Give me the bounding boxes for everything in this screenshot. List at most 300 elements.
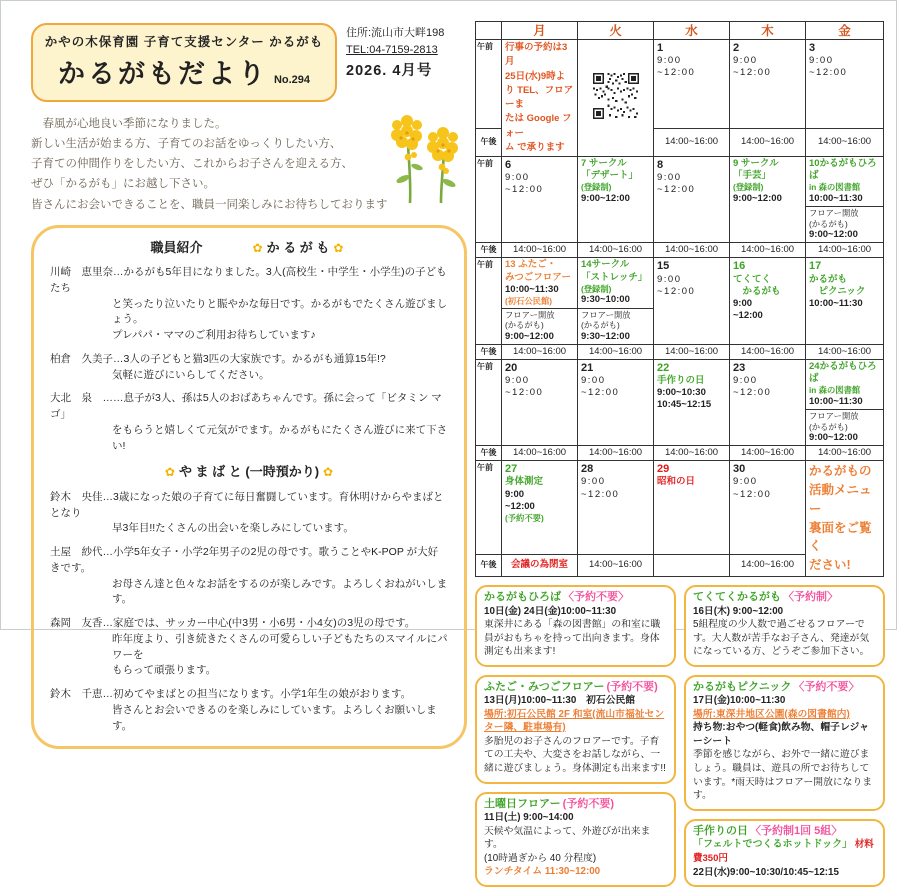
- cal-w3-tue-am-bottom: [578, 308, 653, 344]
- text-line: ~12:00: [657, 184, 696, 196]
- text-line: ピクニック: [809, 285, 866, 297]
- group-karugamo-heading: [249, 238, 348, 258]
- text-line: (かるがも): [809, 218, 848, 229]
- text-line: 10:00~11:30: [809, 297, 863, 309]
- info-box-saturday-floor: [475, 792, 676, 887]
- flower-icon: ✿: [164, 465, 175, 480]
- cal-week3-am-row: [476, 258, 884, 344]
- text-line: 9:00~12:00: [809, 229, 858, 241]
- cal-header-tue: 火: [578, 22, 654, 40]
- text-line: 季節を感じながら、お外で一緒に遊びましょう。職員は、遊具の所でお待ちしています。*雨天時はフロアー開放になります。: [693, 749, 873, 802]
- text-line: (予約不要): [505, 512, 544, 523]
- text-segment: ランチタイム: [484, 866, 543, 878]
- flower-icon: ✿: [252, 240, 263, 255]
- monthly-calendar: [475, 21, 884, 577]
- text-line: ~12:00: [733, 310, 763, 321]
- staff-entry-okita: [50, 391, 448, 454]
- text-line: 9:00~10:30: [657, 387, 706, 399]
- text-line: ~12:00: [505, 500, 535, 512]
- cal-week1-am-row: [476, 40, 884, 129]
- text-line: 9:00: [657, 172, 682, 184]
- text-line: 9 サークル: [733, 158, 779, 169]
- box-heading: [693, 825, 876, 839]
- cal-w2-tue-am: [578, 157, 654, 243]
- text-line: 9:30~12:00: [581, 330, 630, 342]
- masthead: [31, 23, 337, 102]
- text-line: り TEL、フロアーま: [505, 84, 574, 110]
- staff-entry-tsuchiya: [50, 545, 448, 608]
- rapeseed-flower-illustration: [383, 109, 463, 210]
- cal-w4-wed-am: [654, 359, 730, 445]
- cal-header-mon: 月: [502, 22, 578, 40]
- text-line: ~12:00: [809, 67, 848, 79]
- cal-w1-reservation-announcement: [502, 40, 578, 157]
- cal-w5-fri-activity-note: [806, 461, 884, 577]
- box-body: [693, 605, 876, 659]
- text-line: 11日(土) 9:00~14:00: [484, 812, 574, 824]
- text-line: 9:00: [733, 476, 758, 488]
- box-heading: [484, 591, 667, 605]
- text-line: 会議の為閉室: [510, 559, 568, 571]
- cal-w1-thu-pm: [730, 128, 806, 156]
- text-line: ~12:00: [733, 387, 772, 399]
- info-box-karugamo-hiroba: [475, 585, 676, 667]
- text-line: 9:00: [657, 273, 682, 285]
- cal-w1-thu-am: [730, 40, 806, 129]
- group-yamabato-heading: [50, 462, 448, 482]
- cal-header-fri: 金: [806, 22, 884, 40]
- box-body: [693, 838, 876, 879]
- text-line: 9:00: [581, 476, 606, 488]
- text-line: 9:00: [733, 55, 758, 67]
- cal-w1-fri-am: [806, 40, 884, 129]
- text-line: 28: [581, 463, 594, 476]
- text-line: 2: [733, 42, 740, 54]
- text-line: 21: [581, 361, 594, 374]
- text-line: (かるがも): [581, 320, 620, 331]
- text-line: 春風が心地良い季節になりました。: [31, 118, 227, 130]
- staff-section-title: 職員紹介: [150, 239, 203, 255]
- text-line: 14:00~16:00: [740, 559, 795, 571]
- telephone-text: TEL:04-7159-2813: [346, 44, 438, 57]
- text-line: 24かるがもひろば: [809, 360, 877, 385]
- reservation-badge: (予約不要): [606, 680, 658, 693]
- text-line: 9:00: [809, 55, 834, 67]
- text-line: かるがも: [733, 285, 781, 297]
- text-line: 17: [809, 260, 822, 273]
- text-line: ~12:00: [657, 285, 696, 297]
- text-line: 9:00~12:00: [581, 192, 630, 204]
- text-line: 裏面をご覧く: [809, 520, 872, 554]
- text-line: (初石公民館): [505, 295, 553, 306]
- left-page: [1, 9, 473, 732]
- issue-date: 2026. 4月号: [346, 63, 433, 80]
- text-line: 10:00~11:30: [809, 395, 863, 407]
- text-line: 昨年度より、引き続きたくさんの可愛らしい子どもたちのスマイルにパワーを: [112, 632, 448, 661]
- text-line: 皆さんとお会いできるのを楽しみにしています。よろしくお願いします。: [112, 703, 437, 732]
- reservation-badge: 〈予約不要〉: [563, 590, 629, 603]
- text-line: ~12:00: [505, 387, 544, 399]
- info-column-right: [684, 585, 885, 887]
- text-line: 「手芸」: [733, 170, 772, 182]
- text-line: 場所:初石公民館 2F 和室(流山市福祉センター隣、駐車場有): [484, 708, 665, 734]
- cal-w4-fri-am: [806, 359, 884, 445]
- cal-w3-tue-am-top: [578, 258, 653, 307]
- staff-entry-morioka: [50, 616, 448, 679]
- cal-w5-thu-pm: [730, 554, 806, 576]
- cal-w2-mon-am: [502, 157, 578, 243]
- text-line: をもらうと嬉しくて元気がでます。かるがもにたくさん遊びに来て下さい!: [112, 423, 448, 452]
- text-line: in 森の図書館: [809, 385, 861, 396]
- text-line: [484, 865, 667, 879]
- text-line: 27: [505, 463, 518, 476]
- cal-w3-wed-pm: [654, 344, 730, 359]
- text-line: 手作りの日: [657, 374, 705, 386]
- text-line: ~12:00: [581, 387, 620, 399]
- text-line: 柏倉 久美子…3人の子どもと猫3匹の大家族です。かるがも通算15年!?: [50, 352, 386, 365]
- title-line: [43, 52, 325, 91]
- cal-w5-tue-pm: [578, 554, 654, 576]
- text-line: 15: [657, 260, 670, 273]
- text-line: 9:00~12:00: [733, 192, 782, 204]
- text-line: みつごフロアー: [505, 271, 572, 283]
- cal-am-label: 午前: [476, 359, 502, 445]
- cal-w5-mon-am: [502, 461, 578, 555]
- cal-w2-thu-am: [730, 157, 806, 243]
- text-line: 1: [657, 42, 664, 54]
- text-line: 14:00~16:00: [664, 345, 719, 357]
- text-line: ださい!: [809, 558, 851, 573]
- text-line: お母さん達と色々なお話をするのが楽しみです。よろしくおねがいします。: [112, 577, 448, 606]
- text-line: もらって頑張ります。: [112, 664, 217, 677]
- text-line: 17日(金)10:00~11:30: [693, 695, 786, 707]
- flower-icon: ✿: [333, 240, 344, 255]
- cal-w3-thu-am: [730, 258, 806, 344]
- cal-week4-am-row: [476, 359, 884, 445]
- cal-w4-tue-pm: [578, 446, 654, 461]
- text-line: 9:00: [657, 55, 682, 67]
- text-line: かるがも: [809, 273, 848, 285]
- cal-w2-tue-pm: [578, 243, 654, 258]
- text-line: 14:00~16:00: [588, 559, 643, 571]
- text-line: 「ストレッチ」: [581, 271, 648, 283]
- cal-week3-pm-row: [476, 344, 884, 359]
- cal-w5-wed-am-holiday: [654, 461, 730, 555]
- text-segment: 材料費350円: [693, 839, 874, 865]
- cal-w2-fri-am: [806, 157, 884, 243]
- text-line: 活動メニュー: [809, 483, 872, 516]
- text-line: 16: [733, 260, 746, 273]
- text-line: 29: [657, 463, 670, 476]
- text-line: 14:00~16:00: [588, 447, 643, 459]
- cal-w4-wed-pm: [654, 446, 730, 461]
- text-line: 9:00: [733, 297, 753, 309]
- flower-icon: ✿: [323, 465, 334, 480]
- cal-w4-fri-pm: [806, 446, 884, 461]
- box-body: [484, 605, 667, 659]
- group-yamabato-label: や ま ば と (一時預かり): [178, 464, 320, 480]
- text-line: 行事の予約は3月: [505, 42, 568, 68]
- text-line: 新しい生活が始まる方、子育てのお話をゆっくりしたい方、: [31, 138, 342, 151]
- text-line: 9:00: [733, 374, 758, 386]
- text-line: 鈴木 央佳…3歳になった娘の子育てに毎日奮闘しています。育休明けからやまばととなり: [50, 490, 444, 519]
- text-line: 3: [809, 42, 816, 54]
- text-line: 気軽に遊びにいらしてください。: [112, 368, 270, 381]
- cal-w5-mon-pm-closed: [502, 554, 578, 576]
- cal-w3-mon-am-bottom: [502, 308, 577, 344]
- box-heading: [484, 798, 667, 812]
- qr-code: [593, 73, 639, 119]
- cal-am-label: 午前: [476, 258, 502, 344]
- cal-w2-fri-pm: [806, 243, 884, 258]
- cal-w5-tue-am: [578, 461, 654, 555]
- text-line: 22日(水)9:00~10:30/10:45~12:15: [693, 866, 839, 878]
- cal-w3-thu-pm: [730, 344, 806, 359]
- text-line: 14サークル: [581, 259, 630, 271]
- text-line: 鈴木 千恵…初めてやまばとの担当になります。小学1年生の娘がおります。: [50, 688, 412, 701]
- text-line: 14:00~16:00: [740, 136, 795, 148]
- calendar-header-row: [476, 22, 884, 40]
- text-line: 22: [657, 361, 670, 374]
- right-page: [473, 9, 886, 878]
- text-line: 10:45~12:15: [657, 399, 712, 411]
- text-line: 14:00~16:00: [817, 447, 872, 459]
- text-line: 14:00~16:00: [664, 136, 719, 148]
- text-line: 14:00~16:00: [588, 244, 643, 256]
- text-line: プレパパ・ママのご利用お待ちしています♪: [112, 329, 316, 342]
- text-line: (かるがも): [809, 421, 848, 432]
- newsletter-title: かるがもだより: [57, 59, 268, 89]
- text-line: 9:00: [505, 172, 530, 184]
- text-line: ぜひ「かるがも」にお越し下さい。: [31, 178, 215, 191]
- text-line: 土屋 紗代…小学5年女子・小学2年男子の2児の母です。歌うことやK-POP が大好きです。: [50, 546, 439, 574]
- text-line: 14:00~16:00: [740, 447, 795, 459]
- cal-w3-tue-pm: [578, 344, 654, 359]
- cal-w4-fri-am-bottom: [806, 409, 883, 445]
- text-line: と笑ったり泣いたりと賑やかな毎日です。かるがもでたくさん遊びましょう。: [112, 297, 448, 326]
- text-line: 森岡 友香…家庭では、サッカー中心(中3男・小6男・小4女)の3児の母です。: [50, 617, 416, 630]
- cal-pm-label: 午後: [476, 344, 502, 359]
- text-line: 14:00~16:00: [588, 345, 643, 357]
- text-line: 場所:東深井地区公園(森の図書館内): [693, 708, 850, 720]
- text-line: 子育ての仲間作りをしたい方、これからお子さんを迎える方、: [31, 158, 353, 171]
- cal-w2-fri-am-bottom: [806, 206, 883, 242]
- text-line: 9:00~12:00: [809, 432, 858, 444]
- reservation-badge: (予約不要): [562, 797, 614, 810]
- text-line: ~12:00: [733, 488, 772, 500]
- text-line: 昭和の日: [657, 476, 696, 488]
- event-info-boxes: [475, 585, 886, 887]
- text-line: 14:00~16:00: [512, 244, 567, 256]
- text-line: ~12:00: [505, 184, 544, 196]
- cal-w3-fri-pm: [806, 344, 884, 359]
- text-line: 16日(木) 9:00~12:00: [693, 605, 784, 617]
- staff-entry-suzuki-chie: [50, 687, 448, 734]
- flower-svg: [383, 109, 463, 205]
- staff-section-heading: [50, 238, 448, 258]
- text-line: 東深井にある「森の図書館」の和室に職員がおもちゃを持って出向きます。身体測定も出来ます!: [484, 619, 661, 658]
- cal-w5-thu-am: [730, 461, 806, 555]
- text-line: 9:00~12:00: [505, 330, 554, 342]
- cal-am-label: 午前: [476, 461, 502, 555]
- reservation-badge: 〈予約制1回 5組〉: [750, 824, 843, 837]
- cal-header-wed: 水: [654, 22, 730, 40]
- cal-w4-mon-am: [502, 359, 578, 445]
- text-line: (登録制): [733, 182, 764, 193]
- box-body: [693, 694, 876, 802]
- cal-am-label: 午前: [476, 40, 502, 129]
- text-line: 6: [505, 159, 512, 171]
- text-line: 9:00: [505, 374, 530, 386]
- cal-w2-thu-pm: [730, 243, 806, 258]
- group-karugamo-label: か る が も: [266, 239, 330, 255]
- text-line: (かるがも): [505, 320, 544, 331]
- cal-w3-mon-am: [502, 258, 578, 344]
- reservation-badge: 〈予約制〉: [783, 590, 838, 603]
- text-line: 川崎 恵里奈…かるがも5年目になりました。3人(高校生・中学生・小学生)の子どもたち: [50, 266, 447, 294]
- text-line: 持ち物:おやつ(軽食)飲み物、帽子レジャーシート: [693, 722, 869, 747]
- box-body: [484, 694, 667, 775]
- cal-pm-label: 午後: [476, 446, 502, 461]
- text-line: 10:00~11:30: [505, 283, 559, 295]
- cal-week2-am-row: [476, 157, 884, 243]
- box-title: かるがもひろば: [484, 590, 561, 603]
- address-text: 住所:流山市大畔198: [346, 27, 445, 39]
- staff-introduction-box: [31, 225, 467, 750]
- intro-paragraph: [31, 114, 406, 215]
- box-heading: [693, 591, 876, 605]
- cal-w3-mon-am-top: [502, 258, 577, 307]
- cal-w4-fri-am-top: [806, 360, 883, 409]
- info-column-left: [475, 585, 676, 887]
- info-box-tekuteku-karugamo: [684, 585, 885, 667]
- cal-w4-thu-pm: [730, 446, 806, 461]
- text-line: 10かるがもひろば: [809, 158, 877, 182]
- center-name: かやの木保育園 子育て支援センター かるがも: [44, 35, 324, 49]
- text-line: 5組程度の少人数で過ごせるフロアーです。大人数が苦手なお子さん、発達が気になっている方、どうぞご参加下さい。: [693, 619, 870, 658]
- text-line: ~12:00: [733, 67, 772, 79]
- info-box-tezukuri-day: [684, 819, 885, 887]
- text-line: フロアー開放: [505, 309, 555, 320]
- text-line: 大北 泉 ……息子が3人、孫は5人のおばあちゃんです。孫に会って「ビタミン マゴ」: [50, 392, 442, 421]
- text-line: in 森の図書館: [809, 182, 861, 193]
- cal-w1-wed-am: [654, 40, 730, 129]
- cal-w2-mon-pm: [502, 243, 578, 258]
- cal-week2-pm-row: [476, 243, 884, 258]
- box-title: かるがもピクニック: [693, 680, 792, 693]
- text-line: フロアー開放: [809, 208, 859, 219]
- cal-week5-am-row: [476, 461, 884, 555]
- text-line: 身体測定: [505, 476, 544, 488]
- cal-pm-label: 午後: [476, 243, 502, 258]
- cal-w4-tue-am: [578, 359, 654, 445]
- cal-w5-wed-pm-empty: [654, 554, 730, 576]
- cal-corner: [476, 22, 502, 40]
- text-line: 25日(水)9時よ: [505, 70, 566, 82]
- box-body: [484, 811, 667, 879]
- text-line: 14:00~16:00: [664, 447, 719, 459]
- cal-week4-pm-row: [476, 446, 884, 461]
- text-line: 多胎児のお子さんのフロアーです。子育ての工夫や、大変さをお話しながら、一緒に遊びましょう。身体測定も出来ます!!: [484, 735, 666, 774]
- cal-w2-fri-am-top: [806, 157, 883, 206]
- box-title: 手作りの日: [693, 824, 748, 837]
- cal-header-thu: 木: [730, 22, 806, 40]
- text-line: 14:00~16:00: [664, 244, 719, 256]
- masthead-row: [31, 23, 467, 102]
- cal-w3-tue-am: [578, 258, 654, 344]
- text-line: 天候や気温によって、外遊びが出来ます。: [484, 825, 651, 851]
- text-line: 皆さんにお会いできることを、職員一同楽しみにお待ちしております: [31, 198, 388, 211]
- text-line: 「デザート」: [581, 170, 639, 182]
- text-line: 9:00: [581, 374, 606, 386]
- text-line: ~12:00: [581, 488, 620, 500]
- issue-number: No.294: [273, 74, 311, 86]
- contact-block: [346, 23, 444, 83]
- info-box-futago-mitsugo-floor: [475, 675, 676, 784]
- info-box-karugamo-picnic: [684, 675, 885, 811]
- text-line: 8: [657, 159, 664, 171]
- staff-entry-suzuki-hisaka: [50, 490, 448, 537]
- text-line: ~12:00: [657, 67, 696, 79]
- text-line: 13 ふたご・: [505, 259, 557, 271]
- cal-w2-wed-pm: [654, 243, 730, 258]
- text-line: 14:00~16:00: [817, 244, 872, 256]
- box-heading: [484, 681, 667, 695]
- staff-entry-kawasaki: [50, 265, 448, 344]
- text-line: 30: [733, 463, 746, 476]
- cal-w1-fri-pm: [806, 128, 884, 156]
- text-line: 7 サークル: [581, 158, 627, 169]
- box-title: ふたご・みつごフロアー: [484, 680, 605, 693]
- cal-w1-wed-pm: [654, 128, 730, 156]
- text-line: 20: [505, 361, 518, 374]
- text-line: ム で承ります: [505, 141, 565, 153]
- text-segment: 11:30~12:00: [542, 866, 601, 878]
- newsletter-spread: [1, 1, 896, 878]
- reservation-badge: 〈予約不要〉: [793, 680, 860, 693]
- text-line: 9:00: [505, 488, 525, 500]
- cal-pm-label: 午後: [476, 554, 502, 576]
- text-line: 14:00~16:00: [740, 244, 795, 256]
- text-line: かるがもの: [809, 464, 872, 479]
- cal-am-label: 午前: [476, 157, 502, 243]
- text-line: (登録制): [581, 182, 612, 193]
- cal-w4-thu-am: [730, 359, 806, 445]
- text-segment: 「フェルトでつくるホットドック」: [693, 839, 853, 851]
- text-line: フロアー開放: [809, 410, 859, 421]
- box-heading: [693, 681, 876, 695]
- text-line: 14:00~16:00: [512, 345, 567, 357]
- text-line: てくてく: [733, 273, 772, 285]
- text-line: 14:00~16:00: [740, 345, 795, 357]
- cal-w4-mon-pm: [502, 446, 578, 461]
- cal-w3-fri-am: [806, 258, 884, 344]
- text-line: フロアー開放: [581, 309, 631, 320]
- cal-w1-qr-cell: [578, 40, 654, 157]
- text-line: 10日(金) 24日(金)10:00~11:30: [484, 605, 617, 617]
- text-line: 13日(月)10:00~11:30 初石公民館: [484, 695, 636, 707]
- box-title: てくてくかるがも: [693, 590, 781, 603]
- text-line: 14:00~16:00: [817, 136, 872, 148]
- text-line: 10:00~11:30: [809, 192, 863, 204]
- text-line: 23: [733, 361, 746, 374]
- text-line: 14:00~16:00: [817, 345, 872, 357]
- text-line: 9:30~10:00: [581, 294, 630, 306]
- text-line: たは Google フォー: [505, 113, 572, 139]
- text-line: (10時過ぎから 40 分程度): [484, 852, 597, 864]
- cal-w3-mon-pm: [502, 344, 578, 359]
- cal-pm-label: 午後: [476, 128, 502, 156]
